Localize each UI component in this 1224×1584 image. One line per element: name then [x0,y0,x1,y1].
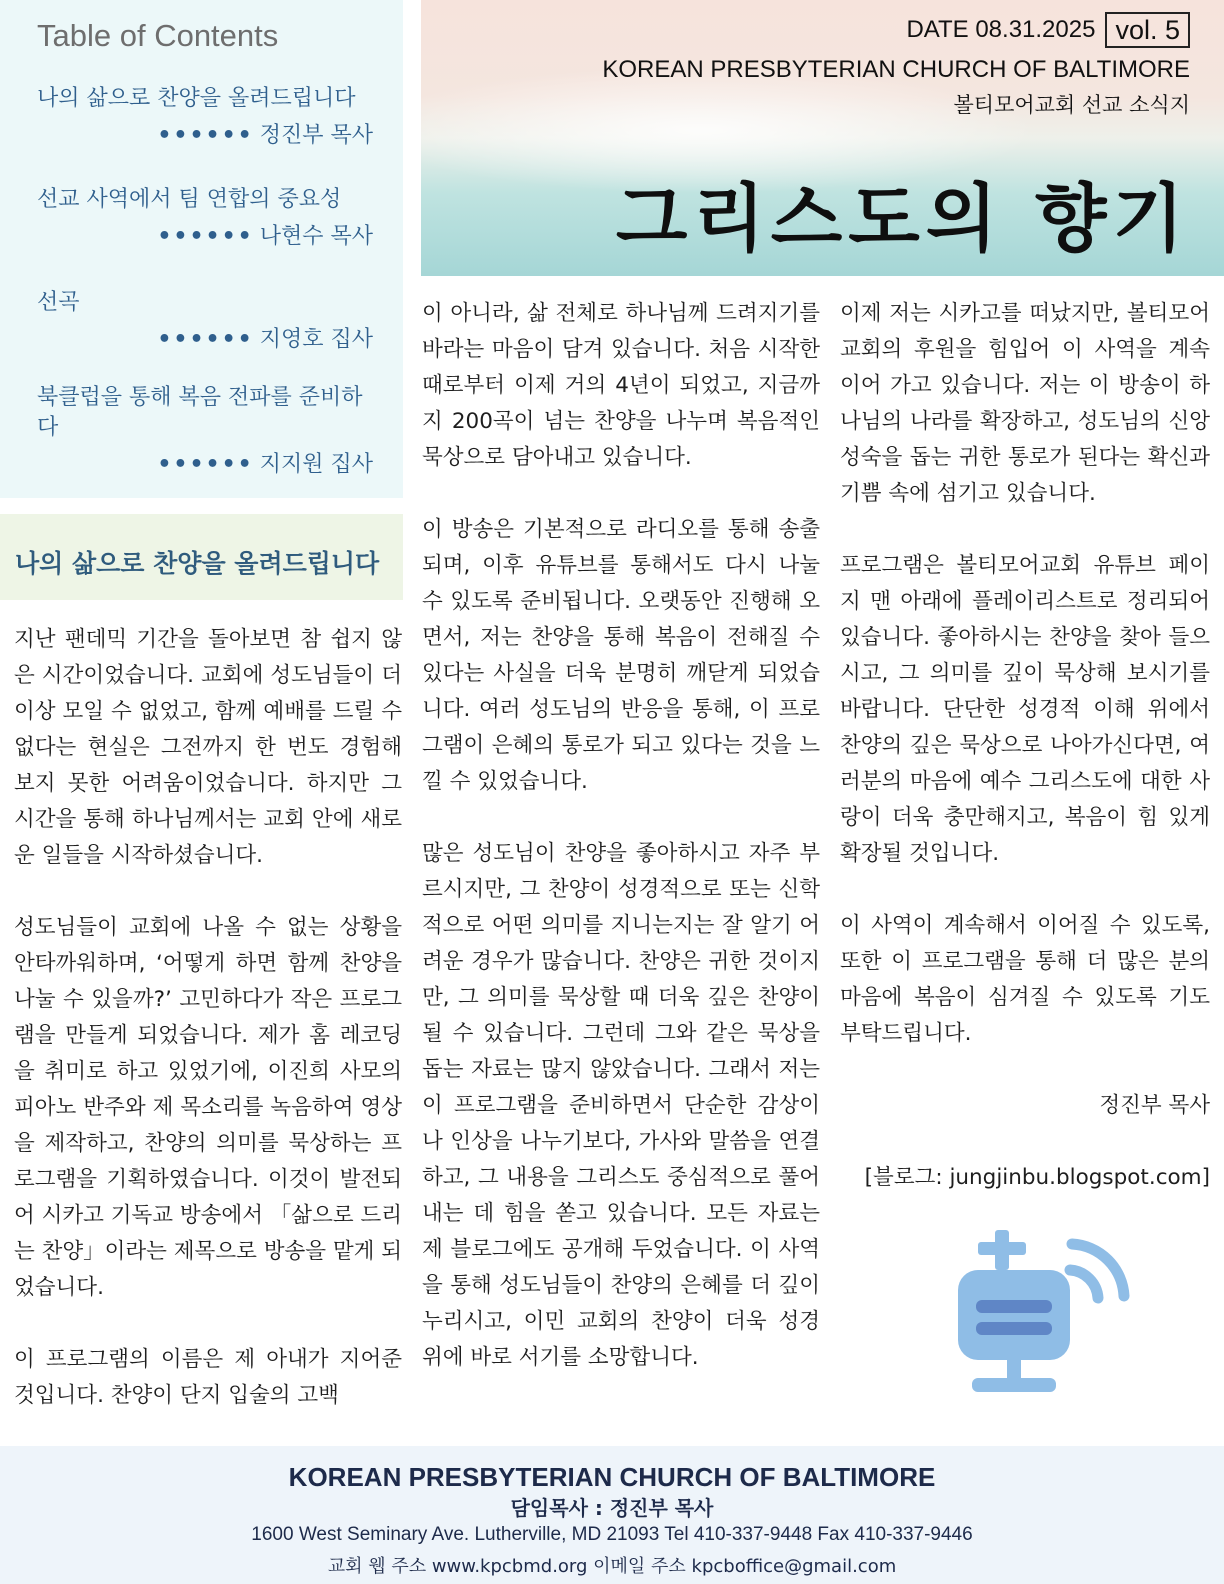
toc-dots: •••••• [157,452,254,477]
newsletter-title: 그리스도의 향기 [615,176,1190,262]
article-column-1 [14,622,402,1450]
article-column-3 [840,296,1210,1196]
paragraph: 이 사역이 계속해서 이어질 수 있도록, 또한 이 프로그램을 통해 더 많은 분의 마음에 복음이 심겨질 수 있도록 기도 부탁드립니다. [840,913,1210,1046]
toc-item-title: 선교 사역에서 팀 연합의 중요성 [37,187,342,212]
blog-link[interactable]: [블로그: jungjinbu.blogspot.com] [864,1165,1210,1190]
paragraph: 지난 팬데믹 기간을 돌아보면 참 쉽지 않은 시간이었습니다. 교회에 성도님들이 더 이상 모일 수 없었고, 함께 예배를 드릴 수 없다는 현실은 그전까지 한 번도 경험해 보지 못한 어려움이었습니다. 하지만 그 시간을 통해 하나님께서는 교회 안에 새로운 일들을 시작하셨습니다. [14,627,402,868]
footer-web-email: 교회 웹 주소 www.kpcbmd.org 이메일 주소 kpcboffice@gmail.com [327,1556,897,1577]
article-heading: 나의 삶으로 찬양을 올려드립니다 [15,549,380,578]
newsletter-subtitle: 볼티모어교회 선교 소식지 [953,93,1190,117]
radio-microphone-icon [950,1230,1140,1400]
paragraph: 이제 저는 시카고를 떠났지만, 볼티모어교회의 후원을 힘입어 이 사역을 계속 이어 가고 있습니다. 저는 이 방송이 하나님의 나라를 확장하고, 성도님의 신앙 성숙을 돕는 귀한 통로가 된다는 확신과 기쁨 속에 섬기고 있습니다. [840,301,1210,506]
footer-church-name: KOREAN PRESBYTERIAN CHURCH OF BALTIMORE [288,1462,936,1492]
toc-dots: •••••• [157,327,254,352]
toc-item-title: 선곡 [37,290,80,315]
church-name-english: KOREAN PRESBYTERIAN CHURCH OF BALTIMORE [602,56,1190,83]
date-line [906,12,1190,48]
toc-item-title: 북클럽을 통해 복음 전파를 준비하다 [37,385,363,440]
paragraph: 많은 성도님이 찬양을 좋아하시고 자주 부르시지만, 그 찬양이 성경적으로 또는 신학적으로 어떤 의미를 지니는지는 잘 알기 어려운 경우가 많습니다. 찬양은 귀한 것이지만, 그 의미를 묵상할 때 더욱 깊은 찬양이 될 수 있습니다. 그런데 그와 같은 묵상을 돕는 자료는 많지 않았습니다. 그래서 저는 이 프로그램을 준비하면서 단순한 감상이나 인상을 나누기보다, 가사와 말씀을 연결하고, 그 내용을 그리스도 중심적으로 풀어내는 데 힘을 쏟고 있습니다. 모든 자료는 제 블로그에도 공개해 두었습니다. 이 사역을 통해 성도님들이 찬양의 은혜를 더 깊이 누리시고, 이민 교회의 찬양이 더욱 성경 위에 바로 서기를 소망합니다. [422,841,820,1370]
toc-dots: •••••• [157,123,254,148]
toc-item[interactable] [37,185,373,252]
toc-title: Table of Contents [37,18,279,53]
toc-item-author: 지지원 집사 [259,452,373,477]
header-banner [421,0,1224,276]
volume-badge: vol. 5 [1105,12,1190,48]
issue-date: DATE 08.31.2025 [906,16,1096,43]
paragraph: 이 아니라, 삶 전체로 하나님께 드려지기를 바라는 마음이 담겨 있습니다. 처음 시작한 때로부터 이제 거의 4년이 되었고, 지금까지 200곡이 넘는 찬양을 나누며 복음적인 묵상으로 담아내고 있습니다. [422,301,820,470]
footer-pastor: 담임목사 : 정진부 목사 [510,1496,714,1520]
toc-item-author: 나현수 목사 [259,224,373,249]
article-heading-box [0,514,403,600]
toc-dots: •••••• [157,224,254,249]
toc-item-author: 정진부 목사 [259,123,373,148]
toc-item[interactable] [37,288,373,355]
table-of-contents [0,0,403,498]
article-column-2 [422,296,820,1412]
author-signature: 정진부 목사 [1099,1093,1210,1118]
paragraph: 프로그램은 볼티모어교회 유튜브 페이지 맨 아래에 플레이리스트로 정리되어 있습니다. 좋아하시는 찬양을 찾아 들으시고, 그 의미를 깊이 묵상해 보시기를 바랍니다. 단단한 성경적 이해 위에서 찬양의 깊은 묵상으로 나아가신다면, 여러분의 마음에 예수 그리스도에 대한 사랑이 더욱 충만해지고, 복음이 힘 있게 확장될 것입니다. [840,553,1210,866]
paragraph: 성도님들이 교회에 나올 수 없는 상황을 안타까워하며, ‘어떻게 하면 함께 찬양을 나눌 수 있을까?’ 고민하다가 작은 프로그램을 만들게 되었습니다. 제가 홈 레코딩을 취미로 하고 있었기에, 이진희 사모의 피아노 반주와 제 목소리를 녹음하여 영상을 제작하고, 찬양의 의미를 묵상하는 프로그램을 기획하였습니다. 이것이 발전되어 시카고 기독교 방송에서 「삶으로 드리는 찬양」이라는 제목으로 방송을 맡게 되었습니다. [14,915,402,1300]
toc-item[interactable] [37,84,373,151]
paragraph: 이 프로그램의 이름은 제 아내가 지어준 것입니다. 찬양이 단지 입술의 고백 [14,1347,402,1408]
toc-item-title: 나의 삶으로 찬양을 올려드립니다 [37,86,356,111]
footer [0,1446,1224,1584]
toc-item[interactable] [37,383,373,480]
paragraph: 이 방송은 기본적으로 라디오를 통해 송출되며, 이후 유튜브를 통해서도 다시 나눌 수 있도록 준비됩니다. 오랫동안 진행해 오면서, 저는 찬양을 통해 복음이 전해질 수 있다는 사실을 더욱 분명히 깨닫게 되었습니다. 여러 성도님의 반응을 통해, 이 프로그램이 은혜의 통로가 되고 있다는 것을 느낄 수 있었습니다. [422,517,820,794]
toc-item-author: 지영호 집사 [259,327,373,352]
footer-address: 1600 West Seminary Ave. Lutherville, MD 21093 Tel 410-337-9448 Fax 410-337-9446 [251,1524,973,1545]
